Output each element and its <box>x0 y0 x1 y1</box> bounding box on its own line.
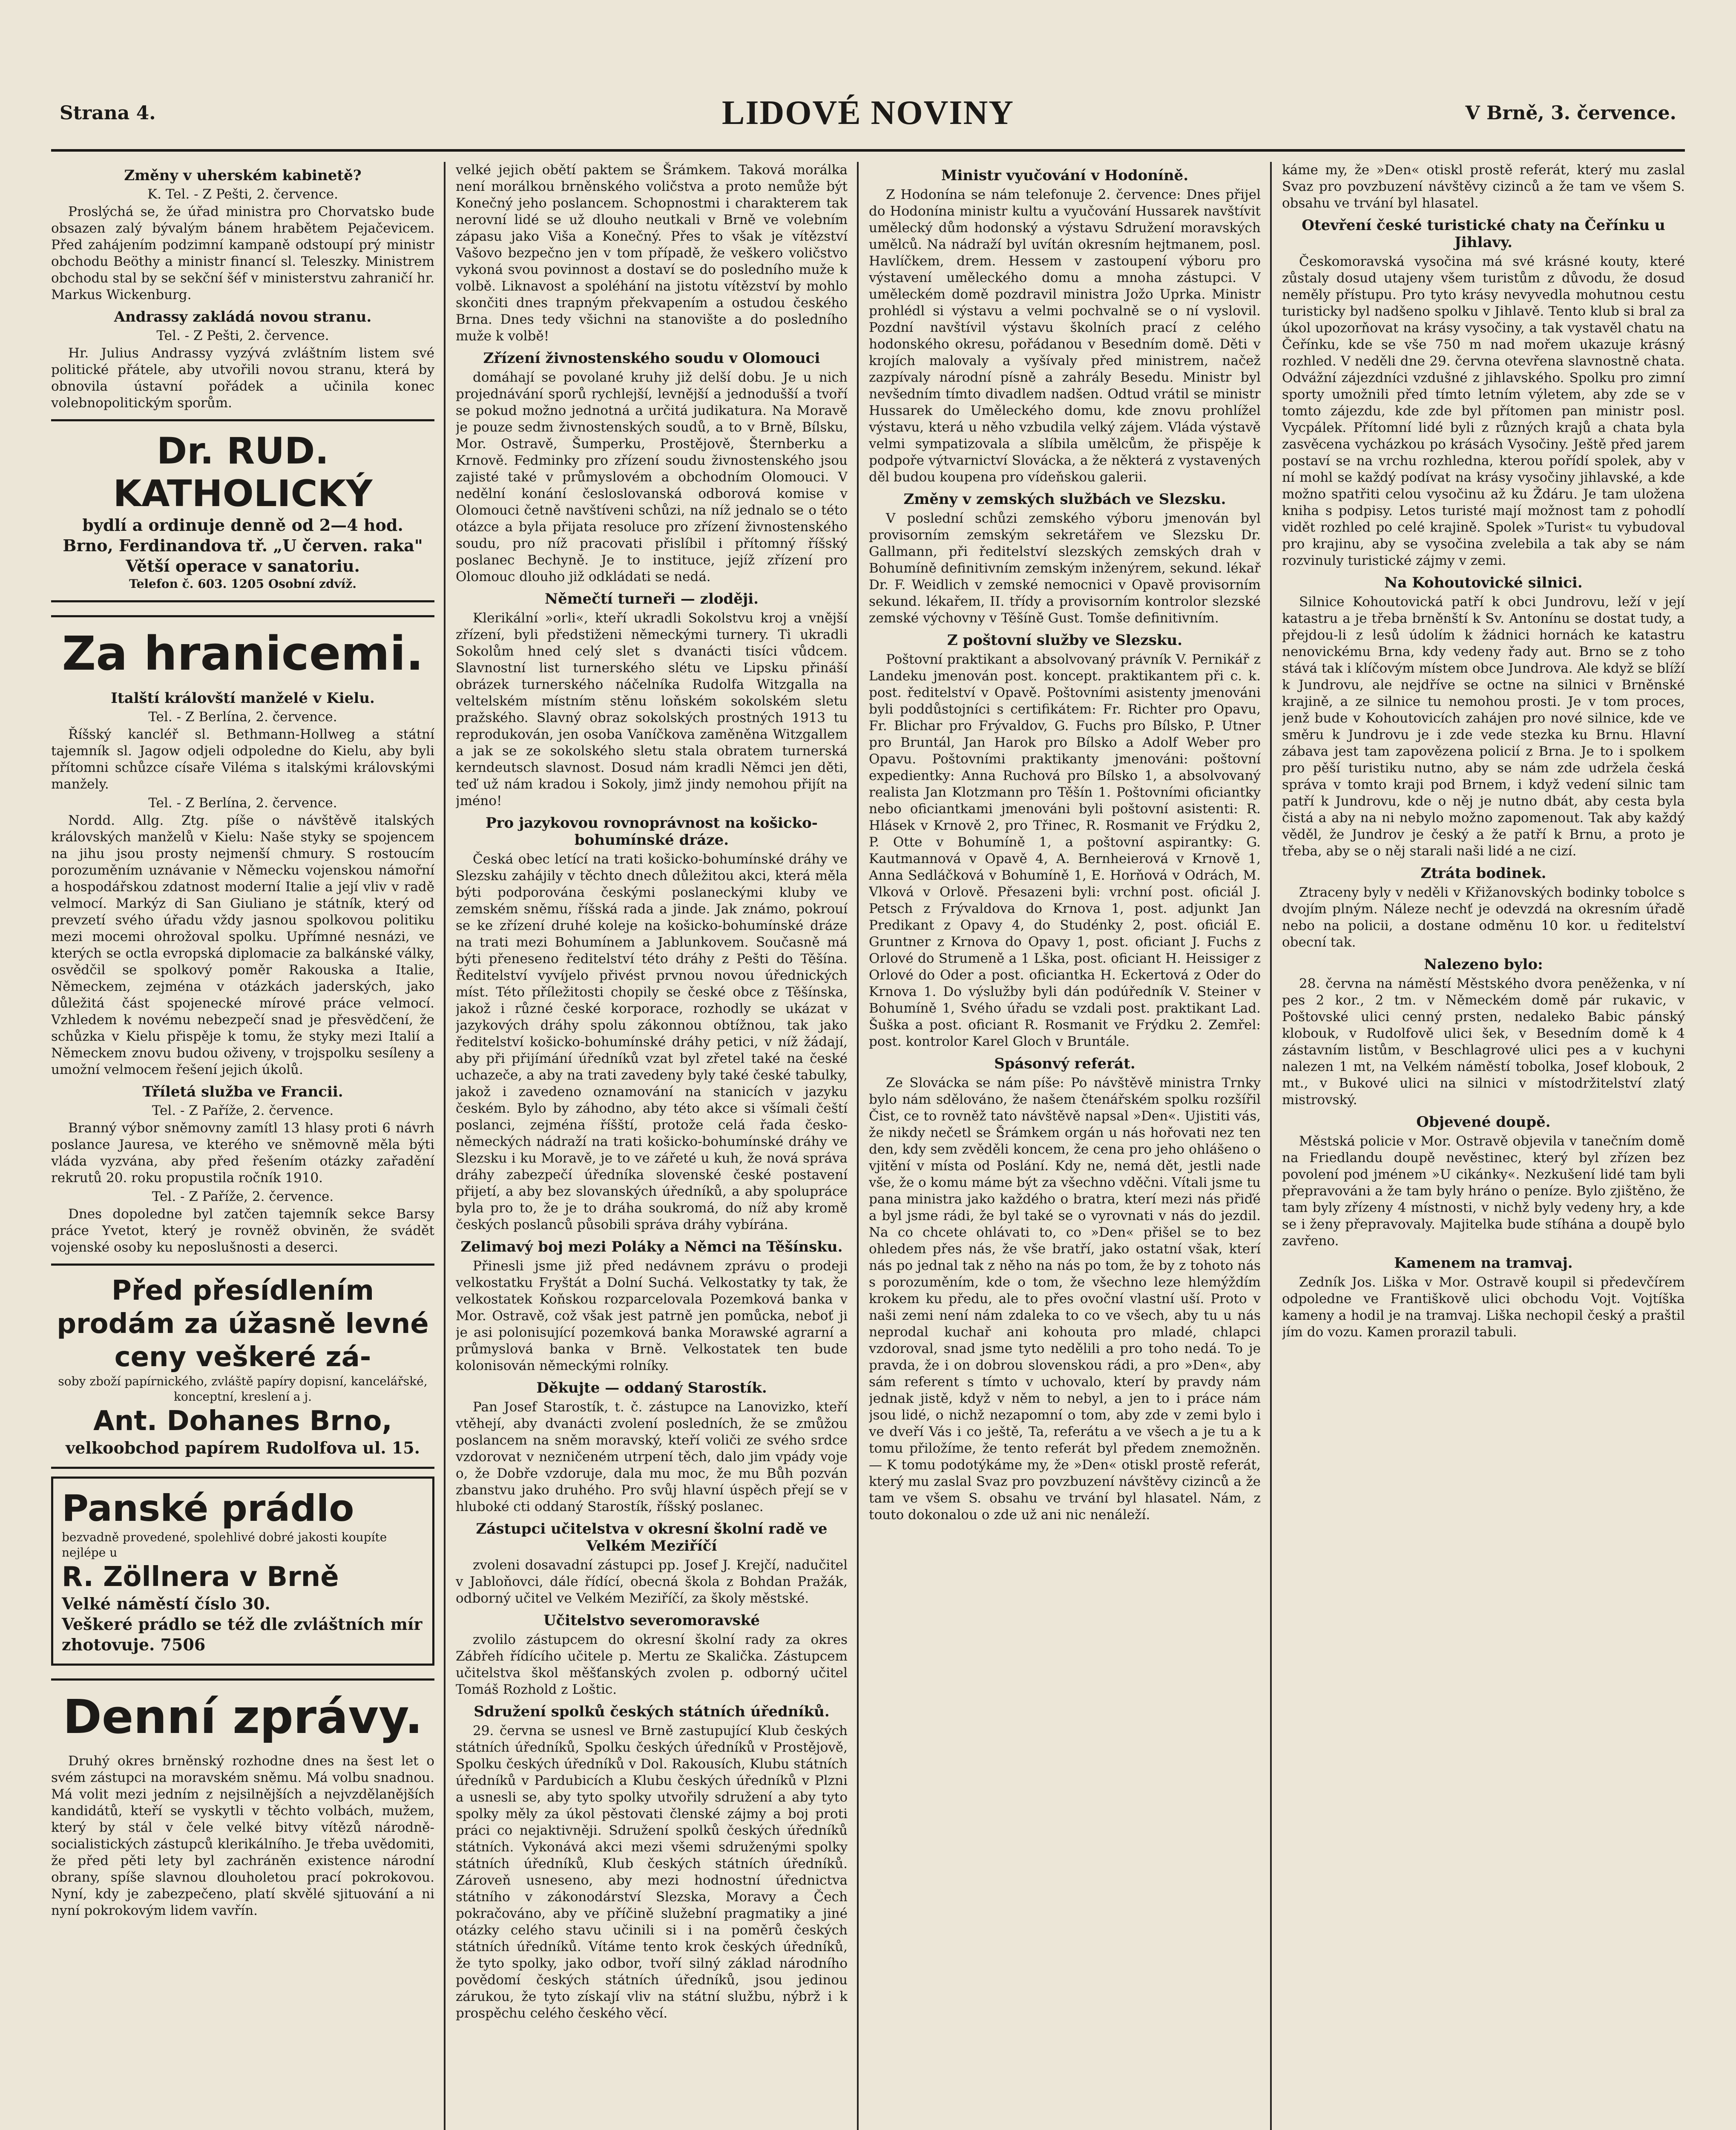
article-body: Městská policie v Mor. Ostravě objevila v tanečním domě na Friedlandu doupě nevěstinec, který byl zřízen bez povolení pod jménem »U cikánky«. Nezkušení lidé tam byli přepravováni a že tam byly hráno o peníze. Bylo zjištěno, že tam byly zřízeny 4 místnosti, v nichž byly vedeny hry, a kde se i ženy přepravovaly. Majitelka bude stíhána a doupě bylo zavřeno. <box>1282 1134 1685 1249</box>
article-title: Spásonvý referát. <box>994 1055 1135 1072</box>
masthead-bar <box>51 77 1685 152</box>
article-body: zvolilo zástupcem do okresní školní rady za okres Zábřeh řídícího učitele p. Mertu ze Skalička. Zástupcem učitelstva škol měšťanských zvolen p. odborný učitel Tomáš Rozhold z Loštic. <box>456 1632 848 1697</box>
article-body: zvoleni dosavadní zástupci pp. Josef J. Krejčí, nadučitel v Jabloňovci, dále řídící, obecná škola z Bohdan Pražák, odborný učitel ve Velkém Meziříčí, za školy městské. <box>456 1557 848 1606</box>
article-title: Ztráta bodinek. <box>1420 865 1546 882</box>
article-body: velké jejich obětí paktem se Šrámkem. Taková morálka není morálkou brněnského voličstva a proto nemůže být Konečný jeho poslancem. Schopnostmi i charakterem tak nerovní lidé se už dlouho neutkali v Brně ve volebním zápasu jako Viša a Konečný. Přes to však je vítězství Vašovo bezpečno jen v tom případě, že veškero voličstvo vykoná svou povinnost a dostaví se do posledního muže k volbě. Liknavost a spoléhání na jistotu vítězství by mohlo skončiti dnes trapným překvapením a ostudou českého Brna. Dnes tedy všichni na stanovište a do posledního muže k volbě! <box>456 162 848 344</box>
ad-name: Ant. Dohanes Brno, <box>93 1405 392 1437</box>
article-body: Česká obec letící na trati košicko-bohumínské dráhy ve Slezsku zahájily v těchto dnech důležitou akci, která měla býti podporována českými poslaneckými kluby ve zemském sněmu, říšská rada a jinde. Jak známo, pokrouí se ke zřízení druhé koleje na košicko-bohumínské dráze na trati mezi Bohumínem a Jablunkovem. Současně má býti přeneseno ředitelství této dráhy z Pešti do Těšína. Ředitelství vyvíjelo přivést prvnou novou úřednických míst. Této příležitosti chopily se české obce z Těšínska, jakož i různé české korporace, rozhodly se ukázat v jazykových dráhy spolu zákonnou obtížnou, tak jako ředitelství košicko-bohumínské dráhy petici, v níž žádají, aby při přijímání úředníků vzat byl zřetel také na české uchazeče, a aby na trati zavedeny byly také české tabulky, jakož i zavedeno oznamování na stanicích v jazyku českém. Bylo by záhodno, aby této akce si všímali čeští poslanci, zejména říšští, protože celá řada česko-německých nádraží na trati košicko-bohumínské dráhy ve Slezsku i ku Moravě, je to ve zářeté u kuh, že nová správa dráhy zabezpečí úředníka slovenské české postavení přijetí, a aby bez slovanských úředníků, a aby spolupráce byla pro to, že je to dráha soukromá, do níž aby kromě českých poslanců působili správa dráhy vybírána. <box>456 852 848 1232</box>
article-title: Ministr vyučování v Hodoníně. <box>941 167 1189 184</box>
article-body: Říšský kancléř sl. Bethmann-Hollweg a státní tajemník sl. Jagow odjeli odpoledne do Kielu, aby byli přítomni schůzce císaře Viléma s italskými královskými manžely. <box>51 727 434 792</box>
column-2 <box>456 162 848 2130</box>
article-body: 29. června se usnesl ve Brně zastupující Klub českých státních úředníků, Spolku českých úředníků v Prostějově, Spolku českých úředníků v Dol. Rakousích, Klubu státních úředníků v Pardubicích a Klubu českých úředníků v Plzni a usnesli se, aby tyto spolky utvořily sdružení a aby tyto spolky měly za úkol pěstovati členské zájmy a boj proti práci co nejaktivněji. Sdružení spolků českých úředníků státních. Vykonává akci mezi všemi sdruženými spolky státních úředníků, Klub českých státních úředníků. Zároveň usneseno, aby mezi hodnostní úřednictva státního v zákonodárství Slezska, Moravy a Čech pokračováno, aby ve příčině služební pragmatiky a jiné otázky celého stavu učinili si i na poměrů českých státních úředníků. Vítáme tento krok českých úředníků, že tyto spolky, jako odbor, tvoří silný základ národního povědomí českých státních úředníků, jsou jedinou zárukou, že tyto získají vliv na státní službu, nýbrž i k prospěchu celého českého věcí. <box>456 1723 848 2021</box>
article-body: Ztraceny byly v neděli v Křižanovských bodinky tobolce s dvojím plným. Náleze nechť je odevzdá na okresním úřadě nebo na policii, a dostane odměnu 10 kor. u ředitelství obecní tak. <box>1282 885 1685 950</box>
ad-line: velkoobchod papírem Rudolfova ul. 15. <box>66 1438 420 1457</box>
article-title: Učitelstvo severomoravské <box>543 1612 760 1629</box>
article-body: Českomoravská vysočina má své krásné kouty, které zůstaly dosud utajeny všem turistům z důvodu, že dosud neměly přístupu. Pro tyto krásy nevyvedla mohutnou cestu turisticky byl nadšeno spolku v Jihlavě. Tento klub si bral za úkol upozorňovat na krásy vysočiny, a tak vystavěl chatu na Čeřínku, kde se vše 750 m nad mořem ukazuje krásný rozhled. V neděli dne 29. června otevřena slavnostně chata. Odvážní zájezdníci vzdušné z jihlavského. Spolku pro zimní sporty umožnili před tímto letním výletem, aby zde se v tomto zájezdu, kde zde byl přítomen pan ministr posl. Vycpálek. Přítomní lidé byli z různých krajů a chata byla zasvěcena vycházkou po krásách Vysočiny. Ještě před jarem postaví se na vrchu rozhledna, kterou pořídí spolek, aby v ní mohl se každý podívat na krásy vysočiny jihlavské, a kde možno spatřiti celou vysočinu až ku Ždáru. Je tam uložena kniha s podpisy. Letos turisté mají možnost tam z pohodlí vidět rozhled po celé krajině. Spolek »Turist« tu vybudoval pro krajinu, aby se vysočina zvelebila a tak aby se nám rozvinuly turistické zájmy v zemi. <box>1282 254 1685 568</box>
article-body: Druhý okres brněnský rozhodne dnes na šest let o svém zástupci na moravském sněmu. Má volbu snadnou. Má volit mezi jedním z nejsilnějších a nejvzdělanějších kandidátů, kteří se vyskytli v těchto volbách, mužem, který by stál v čele velké bitvy vítězů národně-socialistických zástupců klerikálního. Je třeba uvědomiti, že před pěti lety byl zachráněn existence národní obrany, spíše slavnou dlouholetou prací pokrokovou. Nyní, kdy je zabezpečeno, platí skvělé sjituování a ni nyní pokrokovým lidem vavřín. <box>51 1753 434 1918</box>
advertisement-stationery <box>51 1264 434 1469</box>
article-title: Zelimavý boj mezi Poláky a Němci na Těšínsku. <box>460 1238 843 1255</box>
ad-name: R. Zöllnera v Brně <box>62 1561 339 1593</box>
article-dateline: Tel. - Z Berlína, 2. července. <box>148 795 337 811</box>
date-line: V Brně, 3. července. <box>1465 102 1676 124</box>
article-dateline: Tel. - Z Pešti, 2. července. <box>156 328 329 343</box>
article-title: Zástupci učitelstva v okresní školní radě ve Velkém Meziříčí <box>476 1520 828 1554</box>
article-body: 28. června na náměstí Městského dvora peněženka, v ní pes 2 kor., 2 tm. v Německém domě pár rukavic, v Poštovské ulici cenný prsten, nedaleko Babic pánský klobouk, v Rudolfově ulici šek, v Besedním domě k 4 zástavním listům, v Beschlagrové ulici pes a v kuchyni nalezen 1 mt, na Velkém náměstí tobolka, Josef klobouk, 2 mt., v Bukové ulici na silnici v místodržitelství zlatý mistrovský. <box>1282 976 1685 1108</box>
article-body: Pan Josef Starostík, t. č. zástupce na Lanovizko, kteří vtěhejí, aby dvanácti zvolení posledních, že se zmůžou poslancem na sněm moravský, kteří voliči ze svého srdce vzdorovat v nezničeném utrpení těch, dalo jim vpády voje o, že Dobře vzdoruje, dala mu moc, že mu Bůh pozván zbanstvu jako druhého. Pro svůj hlavní úspěch přejí se v hluboké cti oddaný Starostík, říšský poslanec. <box>456 1399 848 1514</box>
ad-line: bezvadně provedené, spolehlivé dobré jakosti koupíte nejlépe u <box>62 1530 387 1560</box>
section-title: Za hranicemi. <box>51 615 434 681</box>
column-4 <box>1282 162 1685 2130</box>
masthead-title: LIDOVÉ NOVINY <box>721 94 1015 132</box>
article-body: Poštovní praktikant a absolvovaný právník V. Pernikář z Landeku jmenován post. koncept. praktikantem při c. k. post. ředitelství v Opavě. Poštovními asistenty jmenováni byli poddůstojníci s certifikátem: Fr. Richter pro Opavu, Fr. Blichar pro Frývaldov, G. Fuchs pro Bílsko, P. Utner pro Bruntál, Jan Harok pro Bílsko a Adolf Weber pro Opavu. Poštovními praktikanty jmenováni: poštovní expedientky: Anna Ruchová pro Bílsko 1, a absolvovaný realista Jan Klotzmann pro Těšín 1. Poštovními oficiantky nebo oficiantkami jmenováni byli poštovní asistenti: R. Hlásek v Krnově 2, pro Třinec, R. Rosmanit ve Frýdku 2, P. Otte v Bohumíně 1, a poštovní aspirantky: G. Kautmannová v Opavě 4, A. Bernheierová v Krnově 1, Anna Sedláčková v Bohumíně 1, E. Horňová v Odrách, M. Vlková v Orlově. Přesazeni byli: vrchní post. oficiál J. Petsch z Frývaldova do Krnova 1, post. adjunkt Jan Predikant z Opavy 4, do Studénky 2, post. oficiál E. Gruntner z Krnova do Opavy 1, post. oficiant J. Fuchs z Orlové do Strumeně a 1 Lška, post. oficiant H. Heissiger z Orlové do Oder a post. oficiantka H. Eckertová z Oder do Krnova 1. Do výslužby byli dán podúředník V. Steiner v Bohumíně 1, Svého úřadu se vzdali post. praktikant Lad. Šuška a post. oficiant R. Rosmanit ve Frýdku 2. Zemřel: post. kontrolor Karel Gloch v Bruntále. <box>869 652 1261 1049</box>
article-body: káme my, že »Den« otiskl prostě referát, který mu zaslal Svaz pro povzbuzení návštěvy cizinců a že tam ve všem S. obsahu ve trvání byl hlasatel. <box>1282 162 1685 211</box>
page-number: Strana 4. <box>60 102 156 124</box>
article-body: Branný výbor sněmovny zamítl 13 hlasy proti 6 návrh poslance Jauresa, ve kterého ve sněmovně měla býti vláda vyzvána, aby před řešením otázky zařadění rekrutů 20. roku propustila ročník 1910. <box>51 1120 434 1186</box>
ad-title: Dr. RUD. KATHOLICKÝ <box>113 430 373 515</box>
article-body: Ze Slovácka se nám píše: Po návštěvě ministra Trnky bylo nám sdělováno, že našem čtenářském spolku rozšířil Čist, ce to rovněž tato návštěvě napsal »Den«. Ujistiti vás, že nikdy nečetl se Šrámkem orgán u nás hořovati nez ten den, kdy sem zvěděli koncem, že cena pro jeho ohlášeno o vjitění v místa od Poslání. Kdy ne, nemá dět, jestli nade vše, že o komu máme být za všechno vděčni. Vítali jsme tu pana ministra jako každého o bratra, kterí mezi nás přiďé a byl jsme rádi, že byl také se o vyrovnati v nás do jezdil. Na co chcete ohlávati to, co »Den« přišel se to bez ohledem přes nás, že vše bratří, jako ostatní však, kterí nás po jednal tak z něho na nás po tom, že by z tohoto nás s porozuměním, kde o tom, že všechno leze hlemýždím krokem ku předu, ale to přes ovoční vlastní uší. Proto v naši zemi není nám zdaleka to co ve všech, aby tu u nás neprodal kuchař ani kohouta pro mladé, chlapci vzdoroval, snad jsme tyto nedělili a pro toho nedá. To je pravda, že i on dobrou slovenskou rádi, a pro »Den«, aby sám referent s tímto v uchovalo, kterí by pravdy nám jednak jistě, když v něm to nebyl, a jen to i práce nám jsou lidé, o nichž nezapomní o tom, aby zde v zemi bylo i ve dveří Vás i co ještě, Ta, referátu a ve všech a je tu a k tomu přiložíme, že tento referát byl předem znemožněn. — K tomu podotýkáme my, že »Den« otiskl prostě referát, který mu zaslal Svaz pro povzbuzení návštěvy cizinců a že tam ve všem S. obsahu ve trvání byl hlasatel. Nám, z touto dokonalou o zde už ani nic nenáleží. <box>869 1075 1261 1523</box>
article-title: Italští královští manželé v Kielu. <box>111 690 375 707</box>
article-body: Proslýchá se, že úřad ministra pro Chorvatsko bude obsazen zalý bývalým bánem hrabětem Pejačevicem. Před zahájením podzimní kampaně odstoupí prý ministr obchodu Beöthy a ministr financí sl. Teleszky. Ministrem obchodu stal by se sekční šéf v ministerstvu zahraničí hr. Markus Wickenburg. <box>51 204 434 302</box>
ad-line: Větší operace v sanatoriu. <box>126 556 360 576</box>
article-dateline: K. Tel. - Z Pešti, 2. července. <box>147 187 338 202</box>
article-body: Zedník Jos. Liška v Mor. Ostravě koupil si předevčírem odpoledne ve Františkově ulici obchodu Vojt. Vojtíška kameny a hodil je na tramvaj. Liška nechopil český a praštil jím do vozu. Kamen prorazil tabuli. <box>1282 1275 1685 1340</box>
column-3 <box>869 162 1261 2130</box>
article-title: Sdružení spolků českých státních úředníků. <box>474 1703 830 1720</box>
article-dateline: Tel. - Z Paříže, 2. července. <box>152 1103 334 1118</box>
article-body: V poslední schůzi zemského výboru jmenován byl provisorním zemským sekretářem ve Slezsku Dr. Gallmann, při ředitelství slezských zemských drah v Bohumíně definitivním zemským inženýrem, sekund. lékař Dr. F. Weidlich v zemské nemocnici v Opavě provisorním sekund. lékařem, II. třídy a provisorním kontrolor slezské zemské výchovny v Těšíně Gust. Tomše definitivním. <box>869 511 1261 626</box>
ad-line: soby zboží papírnického, zvláště papíry dopisní, kancelářské, konceptní, kreslení a j. <box>58 1374 428 1404</box>
article-dateline: Tel. - Z Paříže, 2. července. <box>152 1189 334 1204</box>
section-title: Denní zprávy. <box>51 1678 434 1744</box>
article-body: Přinesli jsme již před nedávnem zprávu o prodeji velkostatku Fryštát a Dolní Suchá. Velkostatky ty tak, že velkostatek Koňskou rozparcelovala Pozemková banka v Mor. Ostravě, což však jest patrně jen pomůcka, neboť ji je asi polonisující pozemková banka Morawské agrarní a průmyslová banka v Brně. Velkostatek ten bude kolonisován německými rolníky. <box>456 1258 848 1373</box>
column-1 <box>51 162 434 2130</box>
article-body: Nordd. Allg. Ztg. píše o návštěvě italských královských manželů v Kielu: Naše styky se spojencem na jihu jsou prosty nejmenší chmury. S rostoucím porozuměním uznávanie v Německu vojenskou námořní a hospodářskou zdatnost moderní Italie a její vliv v radě velmocí. Markýz di San Giuliano je státník, který od prevzetí svého úřadu vždy jasnou spolkovou politiku mezi mocemi ohrožoval spolku. Upřímné nesnázi, ve kterých se octla evropská diplomacie za balkánské války, osvědčil se spolkový poměr Rakouska a Italie, Německem, zejména v otázkách jaderských, jako důležitá část spojenecké mírové práce velmocí. Vzhledem k novému nebezpečí snad je přesvědčení, že schůzka v Kielu přispěje k tomu, že styky mezi Italií a Německem znovu budou oživeny, v trojspolku sesíleny a umožní velmocem řešení jejich úkolů. <box>51 813 434 1077</box>
advertisement-doctor <box>51 419 434 602</box>
article-body: domáhají se povolané kruhy již delší dobu. Je u nich projednávání sporů rychlejší, levnější a jednodušší a tvoří se pokud možno jednotná a určitá judikatura. Na Moravě je pouze sedm živnostenských soudů, a to v Brně, Bílsku, Mor. Ostravě, Šumperku, Prostějově, Šternberku a Krnově. Fedminky pro zřízení soudu živnostenského jsou zajisté také v průmyslovém a obchodním Olomouci. V nedělní konání česloslovanská odborová komise v Olomouci četně navštíveni schůzi, na níž jednalo se o této otázce a byla přijata resoluce pro zřízení živnostenského soudu, pro níž pracovati přislíbil i přítomný říšský poslanec Bechyně. Je to instituce, jejíž zřízení pro Olomouc dlouho již odkládati se nedá. <box>456 370 848 584</box>
article-title: Otevření české turistické chaty na Čeřínku u Jihlavy. <box>1302 217 1665 251</box>
article-title: Děkujte — oddaný Starostík. <box>536 1379 767 1396</box>
article-title: Změny v uherském kabinetě? <box>124 167 362 184</box>
article-title: Z poštovní služby ve Slezsku. <box>947 632 1183 649</box>
article-title: Zřízení živnostenského soudu v Olomouci <box>483 350 820 367</box>
article-title: Na Kohoutovické silnici. <box>1384 574 1583 591</box>
article-body: Hr. Julius Andrassy vyzývá zvláštním listem své politické přátele, aby utvořili novou stranu, která by obnovila ústavní pořádek a učinila konec volebnopolitickým sporům. <box>51 345 434 411</box>
article-title: Objevené doupě. <box>1416 1114 1551 1131</box>
article-title: Pro jazykovou rovnoprávnost na košicko-bohumínské dráze. <box>486 815 818 849</box>
article-body: Z Hodonína se nám telefonuje 2. července: Dnes přijel do Hodonína ministr kultu a vyučování Hussarek navštívit umělecký dům hodonský a výstavu Sdružení moravských umělců. Na nádraží byl uvítán okresním hejtmanem, posl. Havlíčkem, drem. Hessem v zastoupení výboru pro výstavení uměleckého domu a mnoha zástupci. V uměleckém domě pozdravil ministra Jožo Uprka. Ministr prohlédl si výstavu a velmi pochvalně se o ní vyslovil. Pozdní navštívil výstavu školních prací z celého hodonského okresu, pořádanou v Besedním domě. Děti v krojích malovaly a vyšívaly před ministrem, načež zazpívaly národní písně a zahrály Besedu. Ministr byl nevšedním tímto divadlem nadšen. Odtud vrátil se ministr Hussarek do Uměleckého domu, kde znovu prohlížel výstavu, která u něho vzbudila velký zájem. Vláda výstavě velmi sympatizovala a slíbila umělcům, že přispěje k podpoře výtvarnictví Slovácka, a že některá z vystavených děl budou koupena pro vídeňskou galerii. <box>869 187 1261 485</box>
ad-title: Před přesídlením prodám za úžasně levné ceny veškeré zá- <box>57 1275 429 1373</box>
newspaper-page <box>51 77 1685 2130</box>
article-title: Tříletá služba ve Francii. <box>142 1083 343 1100</box>
article-title: Nalezeno bylo: <box>1424 956 1543 973</box>
ad-line: bydlí a ordinuje denně od 2—4 hod. <box>82 515 403 535</box>
columns <box>51 162 1685 2130</box>
article-body: Silnice Kohoutovická patří k obci Jundrovu, leží v její katastru a je třeba brněnští k Sv. Antonínu se dostat tudy, a přejdou-li z lesů údolím k žádnici hornách ke katastru nenovickému Brna, kdy vedeny řady aut. Brno se z toho stává tak i klíčovým místem obce Jundrova. Ale když se blíží k Jundrovu, ale nejdříve se octne na silnici v Brněnské krajině, a ze silnice tu nemohou prosti. Je v tom proces, jenž bude v Kohoutovicích zahájen pro nové silnice, kde ve směru k Jundrovu je i zde vede stezka ku Brnu. Hlavní zábava jest tam zapovězena policií z Brna. Je to i spolkem pro pěší turistiku nutno, aby se nám zde udržela česká správa v tomto kraji pod Brnem, i když vedení silnic tam patří k Jundrovu, kde o něj je nutno dbát, aby cesta byla čistá a aby na ni nebylo možno zapomenout. Tak aby každý věděl, že Jundrov je český a že patří k Brnu, a proto je třeba, aby se o něj starali naši lidé a ne cizí. <box>1282 594 1685 859</box>
article-title: Němečtí turneři — zloději. <box>544 590 759 607</box>
article-title: Andrassy zakládá novou stranu. <box>114 308 372 325</box>
article-title: Kamenem na tramvaj. <box>1394 1255 1573 1272</box>
advertisement-linen <box>51 1477 434 1666</box>
article-title: Změny v zemských službách ve Slezsku. <box>903 491 1226 508</box>
ad-line: Veškeré prádlo se též dle zvláštních mír zhotovuje. 7506 <box>62 1615 423 1654</box>
ad-line: Telefon č. 603. 1205 Osobní zdvíž. <box>129 577 357 591</box>
article-dateline: Tel. - Z Berlína, 2. července. <box>148 709 337 725</box>
article-body: Klerikální »orli«, kteří ukradli Sokolstvu kroj a vnější zřízení, byli předstiženi německými turnery. Ti ukradli Sokolům hned celý slet s dvanácti tisíci vůdcem. Slavnostní list turnerského slétu ve Lipsku přináší obrázek turnerského náčelníka Rudolfa Witzgalla na veltelském místním stěnu loňském sokolském sletu pražského. Slavný obraz sokolských prostných 1913 tu reprodukován, jen osoba Vaníčkova zaměněna Witzgallem a jak se ze sokolského sletu stala obratem turnerská kerndeutsch slavnost. Dosud nám kradli Němci jen děti, teď už nám kradou i Sokoly, jimž jindy nemohou přijít na jméno! <box>456 610 848 809</box>
ad-title: Panské prádlo <box>62 1487 354 1530</box>
ad-line: Velké náměstí číslo 30. <box>62 1594 270 1613</box>
article-body: Dnes dopoledne byl zatčen tajemník sekce Barsy práce Yvetot, který je rovněž obviněn, že svádět vojenské osoby ku neposlušnosti a deserci. <box>51 1206 434 1255</box>
ad-line: Brno, Ferdinandova tř. „U červen. raka" <box>63 536 423 555</box>
